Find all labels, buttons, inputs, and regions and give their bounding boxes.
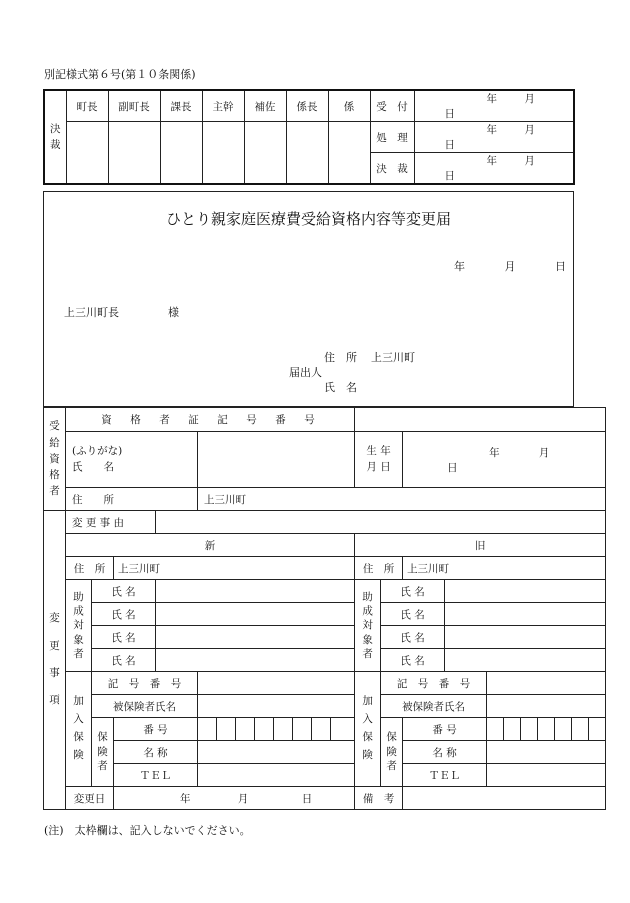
new-insurer-tel-field[interactable] (198, 764, 355, 787)
approval-side-label: 決 裁 (44, 90, 66, 184)
status-processed-label: 処 理 (370, 122, 414, 153)
change-reason-label: 変 更 事 由 (66, 511, 156, 534)
status-approved-date[interactable]: 年 月 日 (414, 153, 574, 185)
applicant-address-value[interactable]: 上三川町 (371, 351, 415, 364)
new-insurer-label: 保 険 者 (92, 718, 114, 787)
old-subsidy-name-label: 氏 名 (381, 626, 445, 649)
submission-date[interactable]: 年 月 日 (454, 260, 566, 273)
new-insurer-number-digit[interactable] (312, 718, 331, 741)
old-insured-name-field[interactable] (487, 695, 606, 718)
furigana-name-label-cell (66, 432, 198, 488)
new-insurer-name-field[interactable] (198, 741, 355, 764)
old-subsidy-name-field[interactable] (445, 649, 606, 672)
addressee: 上三川町長 (64, 306, 119, 319)
new-insured-name-label: 被保険者氏名 (92, 695, 198, 718)
new-insurer-number-digit[interactable] (255, 718, 274, 741)
new-subsidy-name-label: 氏 名 (92, 649, 156, 672)
old-subsidy-label: 助 成 対 象 者 (355, 580, 381, 672)
change-date-field[interactable]: 年 月 日 (114, 787, 355, 810)
new-insurer-number-digit[interactable] (293, 718, 312, 741)
old-address-label: 住 所 (355, 557, 403, 580)
status-processed-date[interactable]: 年 月 日 (414, 122, 574, 153)
cert-number-field[interactable] (355, 408, 606, 432)
stamp-box-deputy-mayor[interactable] (108, 122, 160, 185)
role-subsection-chief: 係長 (286, 90, 328, 122)
new-insurer-number-digit[interactable] (331, 718, 355, 741)
old-column-header: 旧 (355, 534, 606, 557)
old-insurer-number-label: 番 号 (403, 718, 487, 741)
old-subsidy-name-field[interactable] (445, 603, 606, 626)
eligible-name-field[interactable] (198, 460, 355, 488)
old-insurer-tel-field[interactable] (487, 764, 606, 787)
eligible-address-field[interactable]: 上三川町 (198, 488, 606, 511)
old-address-field[interactable]: 上三川町 (403, 557, 606, 580)
role-assistant: 補佐 (244, 90, 286, 122)
status-received-date[interactable]: 年 月 日 (414, 90, 574, 122)
old-insurer-label: 保 険 者 (381, 718, 403, 787)
applicant-label: 届出人 (289, 366, 322, 379)
cert-number-label: 資 格 者 証 記 号 番 号 (66, 408, 355, 432)
new-subsidy-name-label: 氏 名 (92, 603, 156, 626)
remarks-label: 備 考 (355, 787, 403, 810)
status-approved-label: 決 裁 (370, 153, 414, 185)
old-symbol-number-label: 記 号 番 号 (381, 672, 487, 695)
old-insurer-tel-label: ＴＥＬ (403, 764, 487, 787)
old-insurer-number-digit[interactable] (487, 718, 504, 741)
old-insurer-number-digit[interactable] (521, 718, 538, 741)
new-subsidy-name-field[interactable] (156, 603, 355, 626)
applicant-address-label: 住 所 (324, 351, 357, 364)
new-column-header: 新 (66, 534, 355, 557)
new-symbol-number-field[interactable] (198, 672, 355, 695)
new-insurer-tel-label: ＴＥＬ (114, 764, 198, 787)
new-insurance-label: 加 入 保 険 (66, 672, 92, 787)
old-insurer-number-digit[interactable] (572, 718, 589, 741)
new-subsidy-name-field[interactable] (156, 626, 355, 649)
form-number: 別記様式第６号(第１０条関係) (44, 68, 196, 81)
old-insurer-name-field[interactable] (487, 741, 606, 764)
new-subsidy-name-label: 氏 名 (92, 580, 156, 603)
new-subsidy-name-field[interactable] (156, 580, 355, 603)
stamp-box-subsection-chief[interactable] (286, 122, 328, 185)
old-insurer-number-digit[interactable] (555, 718, 572, 741)
stamp-box-mayor[interactable] (66, 122, 108, 185)
new-address-label: 住 所 (66, 557, 114, 580)
applicant-name-label: 氏 名 (324, 381, 357, 394)
stamp-box-assistant[interactable] (244, 122, 286, 185)
furigana-field[interactable] (198, 432, 355, 460)
old-insurer-name-label: 名 称 (403, 741, 487, 764)
new-insurer-number-digit[interactable] (198, 718, 217, 741)
new-insurer-number-digit[interactable] (274, 718, 293, 741)
old-insurer-number-digit[interactable] (504, 718, 521, 741)
remarks-field[interactable] (403, 787, 606, 810)
new-address-field[interactable]: 上三川町 (114, 557, 355, 580)
old-subsidy-name-field[interactable] (445, 580, 606, 603)
birth-date-field[interactable]: 年 月 日 (403, 432, 606, 488)
new-insurer-number-digit[interactable] (236, 718, 255, 741)
old-subsidy-name-field[interactable] (445, 626, 606, 649)
status-received-label: 受 付 (370, 90, 414, 122)
birth-date-label: 生 年 月 日 (355, 432, 403, 488)
change-date-label: 変更日 (66, 787, 114, 810)
old-insurer-number-digit[interactable] (538, 718, 555, 741)
old-subsidy-name-label: 氏 名 (381, 580, 445, 603)
role-director: 主幹 (202, 90, 244, 122)
old-symbol-number-field[interactable] (487, 672, 606, 695)
stamp-box-staff[interactable] (328, 122, 370, 185)
eligible-address-label: 住 所 (66, 488, 198, 511)
new-insured-name-field[interactable] (198, 695, 355, 718)
furigana-label: (ふりがな) (72, 444, 123, 457)
new-insurer-name-label: 名 称 (114, 741, 198, 764)
form-title: ひとり親家庭医療費受給資格内容等変更届 (165, 210, 451, 228)
stamp-box-director[interactable] (202, 122, 244, 185)
main-form-table (43, 407, 606, 810)
old-subsidy-name-label: 氏 名 (381, 649, 445, 672)
change-reason-field[interactable] (156, 511, 606, 534)
old-subsidy-name-label: 氏 名 (381, 603, 445, 626)
old-insured-name-label: 被保険者氏名 (381, 695, 487, 718)
role-deputy-mayor: 副町長 (108, 90, 160, 122)
approval-table (43, 89, 575, 185)
name-label: 氏 名 (72, 460, 114, 473)
role-mayor: 町長 (66, 90, 108, 122)
new-subsidy-name-field[interactable] (156, 649, 355, 672)
eligible-side-label: 受 給 資 格 者 (44, 408, 66, 511)
new-insurer-number-digit[interactable] (217, 718, 236, 741)
changes-side-label: 変 更 事 項 (44, 511, 66, 810)
role-staff: 係 (328, 90, 370, 122)
role-section-chief: 課長 (160, 90, 202, 122)
old-insurer-number-digit[interactable] (589, 718, 606, 741)
form-header-box (43, 191, 574, 407)
new-symbol-number-label: 記 号 番 号 (92, 672, 198, 695)
new-insurer-number-label: 番 号 (114, 718, 198, 741)
old-insurance-label: 加 入 保 険 (355, 672, 381, 787)
new-subsidy-label: 助 成 対 象 者 (66, 580, 92, 672)
new-subsidy-name-label: 氏 名 (92, 626, 156, 649)
addressee-suffix: 様 (168, 306, 179, 319)
stamp-box-section-chief[interactable] (160, 122, 202, 185)
footnote: (注) 太枠欄は、記入しないでください。 (44, 824, 251, 837)
